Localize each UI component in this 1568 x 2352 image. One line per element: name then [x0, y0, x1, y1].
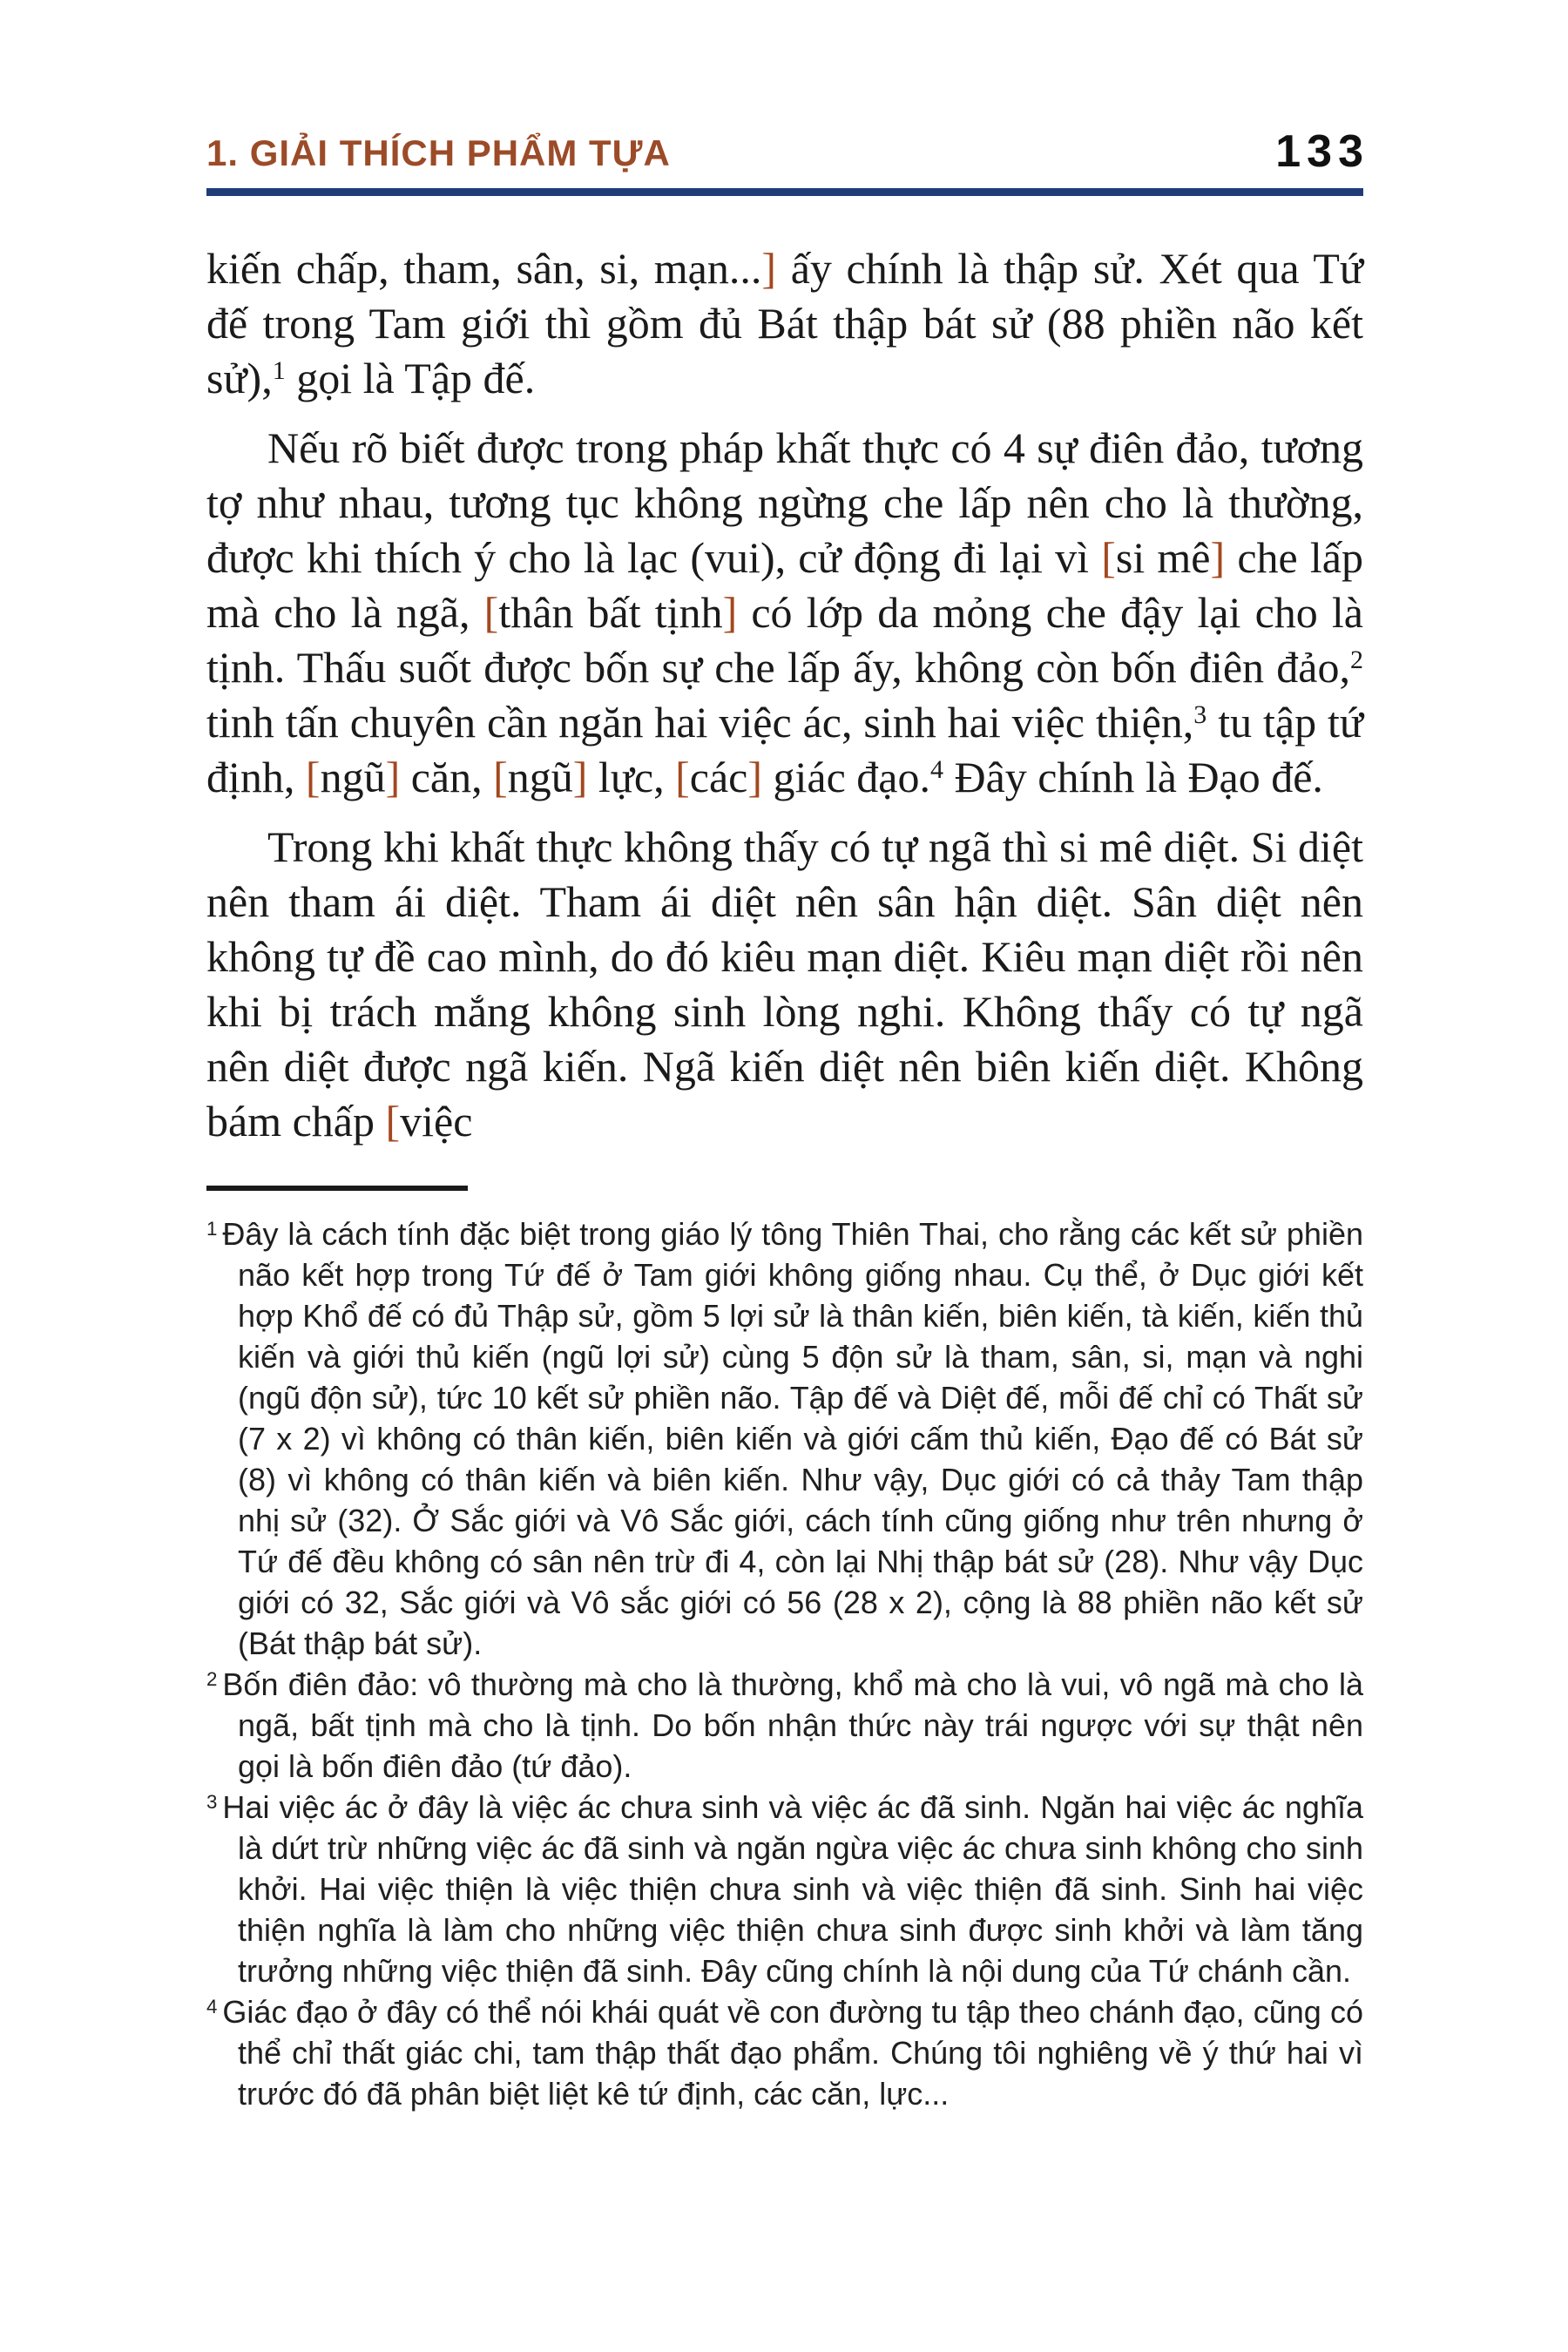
editorial-bracket: ] [385, 753, 401, 801]
text-run: có lớp da mỏng che đậy lại cho là tịnh. Thấu suốt được bốn sự che lấp ấy, không còn bốn điên đảo, [206, 588, 1363, 692]
footnotes [206, 1213, 1363, 2114]
body-paragraph [206, 241, 1363, 406]
footnote [206, 1664, 1363, 1787]
header-rule [206, 188, 1363, 196]
footnote-marker: 2 [206, 1667, 218, 1690]
footnote [206, 1213, 1363, 1664]
editorial-bracket: [ [305, 753, 321, 801]
editorial-bracket: [ [385, 1097, 401, 1146]
editorial-bracket: [ [675, 753, 690, 801]
footnote-reference: 2 [1350, 645, 1363, 674]
footnote-text: Bốn điên đảo: vô thường mà cho là thường, khổ mà cho là vui, vô ngã mà cho là ngã, bất tịnh mà cho là tịnh. Do bốn nhận thức này trái ngược với sự thật nên gọi là bốn điên đảo (tứ đảo). [222, 1666, 1363, 1784]
editorial-bracket: ] [761, 244, 777, 293]
body-text [206, 241, 1363, 1149]
page-number: 133 [1275, 126, 1369, 177]
text-run: Nếu rõ biết được trong pháp khất thực có 4 sự điên đảo, tương tợ như nhau, tương tục không ngừng che lấp nên cho là thường, được khi thích ý cho là lạc (vui), cử động đi lại vì [206, 423, 1363, 582]
editorial-bracket: [ [493, 753, 508, 801]
text-run: thân bất tịnh [498, 588, 723, 637]
footnote-reference: 4 [929, 754, 943, 784]
footnote-marker: 1 [206, 1217, 218, 1240]
footnote-reference: 1 [272, 355, 286, 385]
text-run: kiến chấp, tham, sân, si, mạn... [206, 244, 762, 293]
footnote-reference: 3 [1193, 700, 1207, 729]
running-header-title: 1. GIẢI THÍCH PHẨM TỰA [206, 132, 671, 173]
text-run: che lấp mà cho là ngã, [206, 533, 1363, 637]
editorial-bracket: ] [1210, 533, 1226, 582]
text-run: căn, [400, 753, 494, 801]
text-run: Đây chính là Đạo đế. [943, 753, 1323, 801]
running-header [206, 126, 1369, 177]
footnote [206, 1787, 1363, 1991]
footnote-text: Giác đạo ở đây có thể nói khái quát về con đường tu tập theo chánh đạo, cũng có thể chỉ thất giác chi, tam thập thất đạo phẩm. Chúng tôi nghiêng về ý thứ hai vì trước đó đã phân biệt liệt kê tứ định, các căn, lực... [222, 1994, 1363, 2112]
editorial-bracket: ] [722, 588, 738, 637]
text-run: giác đạo. [762, 753, 930, 801]
editorial-bracket: ] [572, 753, 588, 801]
text-run: lực, [587, 753, 676, 801]
text-run: các [689, 753, 748, 801]
body-paragraph [206, 421, 1363, 805]
text-run: Trong khi khất thực không thấy có tự ngã thì si mê diệt. Si diệt nên tham ái diệt. Tham ái diệt nên sân hận diệt. Sân diệt nên không tự đề cao mình, do đó kiêu mạn diệt. Kiêu mạn diệt rồi nên khi bị trách mắng không sinh lòng nghi. Không thấy có tự ngã nên diệt được ngã kiến. Ngã kiến diệt nên biên kiến diệt. Không bám chấp [206, 822, 1363, 1146]
footnote-separator [206, 1186, 468, 1191]
editorial-bracket: ] [747, 753, 762, 801]
footnote-text: Đây là cách tính đặc biệt trong giáo lý tông Thiên Thai, cho rằng các kết sử phiền não kết hợp trong Tứ đế ở Tam giới không giống nhau. Cụ thể, ở Dục giới kết hợp Khổ đế có đủ Thập sử, gồm 5 lợi sử là thân kiến, biên kiến, tà kiến, kiến thủ kiến và giới thủ kiến (ngũ lợi sử) cùng 5 độn sử là tham, sân, si, mạn và nghi (ngũ độn sử), tức 10 kết sử phiền não. Tập đế và Diệt đế, mỗi đế chỉ có Thất sử (7 x 2) vì không có thân kiến, biên kiến và giới cấm thủ kiến, Đạo đế có Bát sử (8) vì không có thân kiến và biên kiến. Như vậy, Dục giới có cả thảy Tam thập nhị sử (32). Ở Sắc giới và Vô Sắc giới, cách tính cũng giống như trên nhưng ở Tứ đế đều không có sân nên trừ đi 4, còn lại Nhị thập bát sử (28). Như vậy Dục giới có 32, Sắc giới và Vô sắc giới có 56 (28 x 2), cộng là 88 phiền não kết sử (Bát thập bát sử). [222, 1216, 1363, 1661]
footnote-marker: 4 [206, 1995, 218, 2017]
text-run: ngũ [320, 753, 386, 801]
footnote-text: Hai việc ác ở đây là việc ác chưa sinh và việc ác đã sinh. Ngăn hai việc ác nghĩa là dứt trừ những việc ác đã sinh và ngăn ngừa việc ác chưa sinh không cho sinh khởi. Hai việc thiện là việc thiện chưa sinh và việc thiện đã sinh. Sinh hai việc thiện nghĩa là làm cho những việc thiện chưa sinh được sinh khởi và làm tăng trưởng những việc thiện đã sinh. Đây cũng chính là nội dung của Tứ chánh cần. [222, 1789, 1363, 1989]
editorial-bracket: [ [483, 588, 499, 637]
text-run: gọi là Tập đế. [285, 354, 536, 402]
editorial-bracket: [ [1101, 533, 1116, 582]
body-paragraph [206, 820, 1363, 1149]
text-run: tinh tấn chuyên cần ngăn hai việc ác, sinh hai việc thiện, [206, 698, 1194, 747]
text-run: ngũ [507, 753, 573, 801]
text-run: ấy chính là thập sử. Xét qua Tứ đế trong Tam giới thì gồm đủ Bát thập bát sử (88 phiền não kết sử), [206, 244, 1364, 402]
text-run: tu tập tứ định, [206, 698, 1363, 801]
text-run: việc [400, 1097, 473, 1146]
footnote-marker: 3 [206, 1790, 218, 1813]
footnote [206, 1991, 1363, 2114]
text-run: si mê [1115, 533, 1211, 582]
